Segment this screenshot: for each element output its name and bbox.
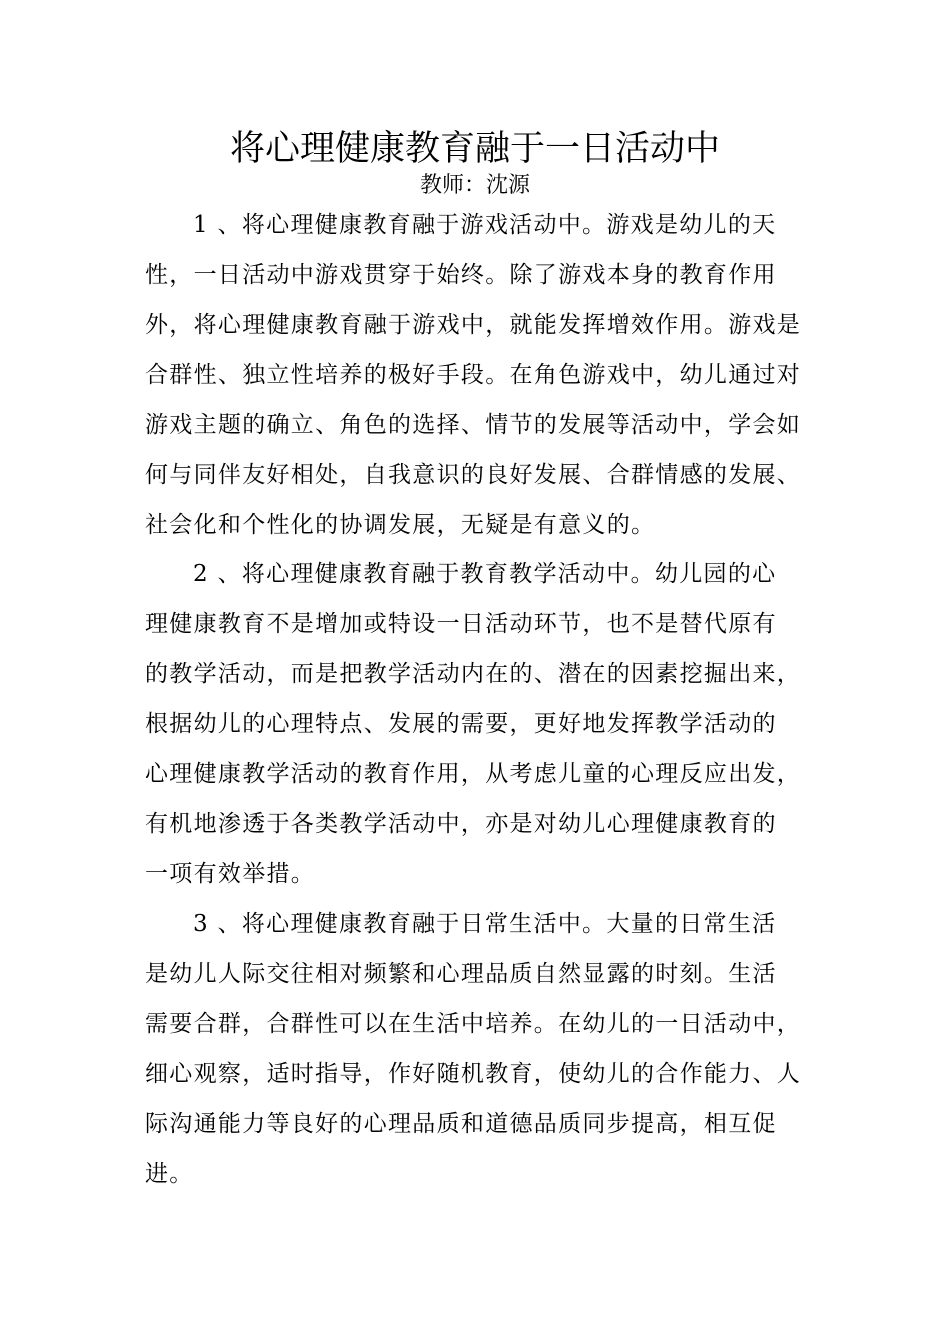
- paragraph-line: 1 、将心理健康教育融于游戏活动中。游戏是幼儿的天: [193, 212, 777, 238]
- paragraph-line: 社会化和个性化的协调发展，无疑是有意义的。: [145, 512, 656, 538]
- paragraph-line: 根据幼儿的心理特点、发展的需要，更好地发挥教学活动的: [145, 711, 777, 737]
- paragraph-line: 何与同伴友好相处，自我意识的良好发展、合群情感的发展、: [145, 462, 802, 488]
- paragraph-line: 是幼儿人际交往相对频繁和心理品质自然显露的时刻。生活: [145, 961, 777, 987]
- paragraph-line: 际沟通能力等良好的心理品质和道德品质同步提高，相互促: [145, 1111, 777, 1137]
- paragraph-line: 理健康教育不是增加或特设一日活动环节，也不是替代原有: [145, 611, 777, 637]
- paragraph-line: 心理健康教学活动的教育作用，从考虑儿童的心理反应出发，: [145, 761, 802, 787]
- document-title: 将心理健康教育融于一日活动中: [229, 129, 720, 169]
- paragraph-line: 3 、将心理健康教育融于日常生活中。大量的日常生活: [193, 911, 777, 937]
- paragraph-line: 需要合群，合群性可以在生活中培养。在幼儿的一日活动中，: [145, 1011, 802, 1037]
- paragraph-line: 游戏主题的确立、角色的选择、情节的发展等活动中，学会如: [145, 412, 802, 438]
- author-line: 教师：沈源: [419, 173, 530, 198]
- paragraph-line: 有机地渗透于各类教学活动中，亦是对幼儿心理健康教育的: [145, 811, 777, 837]
- paragraph-line: 外，将心理健康教育融于游戏中，就能发挥增效作用。游戏是: [145, 312, 802, 338]
- paragraph-line: 一项有效举措。: [145, 861, 316, 887]
- paragraph-line: 2 、将心理健康教育融于教育教学活动中。幼儿园的心: [193, 561, 777, 587]
- paragraph-line: 合群性、独立性培养的极好手段。在角色游戏中，幼儿通过对: [145, 362, 802, 388]
- paragraph-line: 细心观察，适时指导，作好随机教育，使幼儿的合作能力、人: [145, 1061, 802, 1087]
- paragraph-line: 的教学活动，而是把教学活动内在的、潜在的因素挖掘出来，: [145, 661, 802, 687]
- paragraph-line: 性，一日活动中游戏贯穿于始终。除了游戏本身的教育作用: [145, 262, 777, 288]
- paragraph-line: 进。: [145, 1161, 194, 1187]
